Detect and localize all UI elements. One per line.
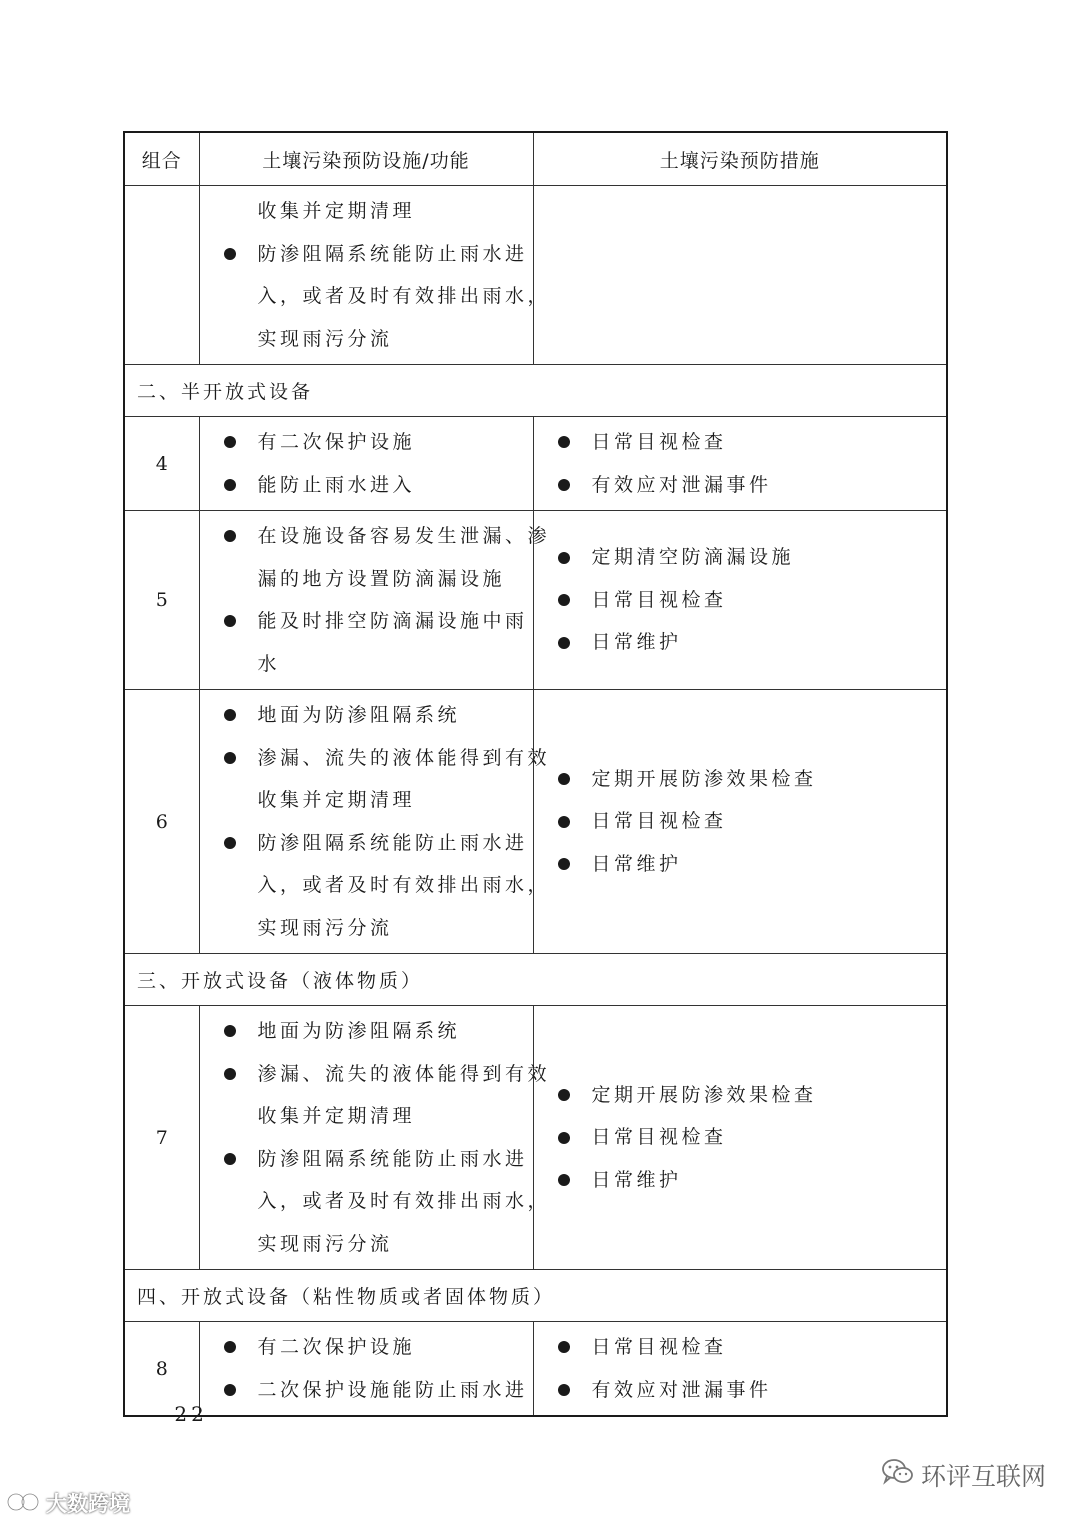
list-item-line xyxy=(546,536,937,579)
bullet-list xyxy=(534,1322,947,1415)
list-item-line xyxy=(546,1074,937,1117)
list-item-line xyxy=(546,1116,937,1159)
list-item-line xyxy=(212,275,551,318)
bullet-icon xyxy=(558,816,570,828)
list-item-text: 有效应对泄漏事件 xyxy=(591,1378,772,1401)
bullet-icon xyxy=(558,594,570,606)
watermark-left xyxy=(6,1488,130,1518)
list-item-line xyxy=(212,1223,523,1266)
bullet-list xyxy=(200,1006,551,1269)
list-item-line xyxy=(212,233,528,276)
bullet-list xyxy=(534,532,947,668)
measures-cell xyxy=(533,1006,947,1270)
list-item-text: 水 xyxy=(257,652,281,675)
list-item-text: 实现雨污分流 xyxy=(257,916,393,939)
bullet-list xyxy=(200,511,551,689)
list-item-text: 日常目视检查 xyxy=(591,1126,727,1149)
bullet-list xyxy=(534,271,947,279)
list-item-line xyxy=(546,621,937,664)
list-item-line xyxy=(212,864,551,907)
list-item-text: 二次保护设施能防止雨水进 xyxy=(257,1378,528,1401)
list-item-text: 实现雨污分流 xyxy=(257,1232,393,1255)
bullet-icon xyxy=(224,752,236,764)
header-group: 组合 xyxy=(124,132,199,186)
measures-cell xyxy=(533,1322,947,1417)
list-item-line xyxy=(212,600,528,643)
header-measures: 土壤污染预防措施 xyxy=(533,132,947,186)
list-item-text: 日常目视检查 xyxy=(591,431,727,453)
table-row xyxy=(124,1006,947,1270)
bullet-icon xyxy=(224,1341,236,1353)
list-item-line xyxy=(212,318,523,361)
list-item-text: 有二次保护设施 xyxy=(257,431,416,453)
section-row xyxy=(124,954,947,1006)
bullet-icon xyxy=(558,1089,570,1101)
list-item-line xyxy=(546,464,937,507)
list-item-text: 在设施设备容易发生泄漏、渗 xyxy=(257,525,551,547)
section-title: 四、开放式设备（粘性物质或者固体物质） xyxy=(124,1270,947,1322)
group-number: 4 xyxy=(124,417,199,511)
page-number: — 22 — xyxy=(140,1402,243,1426)
group-cell-empty xyxy=(124,186,199,365)
facilities-cell xyxy=(199,511,551,690)
list-item-line xyxy=(546,421,937,464)
bullet-list xyxy=(534,754,947,890)
bullet-icon xyxy=(224,1384,236,1396)
list-item-line xyxy=(546,1159,937,1202)
list-item-line xyxy=(212,1010,523,1053)
list-item-text: 定期开展防渗效果检查 xyxy=(591,1083,817,1106)
list-item-line xyxy=(546,758,937,801)
bullet-icon xyxy=(558,1174,570,1186)
bullet-icon xyxy=(558,436,570,448)
bullet-icon xyxy=(558,773,570,785)
bullet-icon xyxy=(224,1153,236,1165)
bullet-icon xyxy=(224,1068,236,1080)
table-header-row xyxy=(124,132,947,186)
section-title: 三、开放式设备（液体物质） xyxy=(124,954,947,1006)
bullet-icon xyxy=(224,1025,236,1037)
list-item-text: 渗漏、流失的液体能得到有效 xyxy=(257,1062,551,1085)
list-item-line xyxy=(212,464,523,507)
bullet-icon xyxy=(558,1384,570,1396)
measures-cell xyxy=(533,186,947,365)
list-item-text: 能及时排空防滴漏设施中雨 xyxy=(257,610,528,632)
header-facilities: 土壤污染预防设施/功能 xyxy=(199,132,533,186)
list-item-text: 日常目视检查 xyxy=(591,588,727,611)
list-item-line xyxy=(546,1369,937,1412)
list-item-text: 日常目视检查 xyxy=(591,810,727,833)
list-item-text: 能防止雨水进入 xyxy=(257,473,416,496)
bullet-icon xyxy=(558,1341,570,1353)
section-row xyxy=(124,1270,947,1322)
list-item-text: 收集并定期清理 xyxy=(257,789,416,811)
list-item-text: 日常维护 xyxy=(591,852,682,875)
bullet-icon xyxy=(224,709,236,721)
list-item-line xyxy=(212,822,528,865)
list-item-line xyxy=(212,643,523,686)
table-row xyxy=(124,186,947,365)
table-row xyxy=(124,1322,947,1417)
bullet-icon xyxy=(558,479,570,491)
list-item-line xyxy=(546,843,937,886)
table-row xyxy=(124,690,947,954)
list-item-text: 地面为防渗阻隔系统 xyxy=(257,1020,461,1042)
soil-pollution-table xyxy=(123,131,948,1417)
list-item-line xyxy=(546,579,937,622)
list-item-text: 防渗阻隔系统能防止雨水进 xyxy=(257,242,528,265)
list-item-line xyxy=(212,1369,528,1412)
bullet-icon xyxy=(224,479,236,491)
bullet-list xyxy=(200,186,551,364)
group-number: 5 xyxy=(124,511,199,690)
list-item-line xyxy=(212,515,551,558)
group-number: 8 xyxy=(124,1322,199,1417)
list-item-text: 入，或者及时有效排出雨水， xyxy=(257,285,551,307)
bullet-icon xyxy=(224,436,236,448)
group-number: 6 xyxy=(124,690,199,954)
list-item-line xyxy=(212,907,523,950)
list-item-text: 实现雨污分流 xyxy=(257,327,393,350)
facilities-cell xyxy=(199,690,551,954)
bullet-icon xyxy=(224,837,236,849)
list-item-line xyxy=(212,1138,528,1181)
watermark-right-text: 环评互联网 xyxy=(920,1462,1046,1491)
bullet-icon xyxy=(224,615,236,627)
table-row xyxy=(124,417,947,511)
section-title: 二、半开放式设备 xyxy=(124,365,947,417)
table-row xyxy=(124,511,947,690)
facilities-cell xyxy=(199,186,551,365)
list-item-text: 渗漏、流失的液体能得到有效 xyxy=(257,746,551,769)
watermark-right xyxy=(881,1457,1046,1493)
measures-cell xyxy=(533,511,947,690)
list-item-line xyxy=(212,737,551,780)
facilities-cell xyxy=(199,1006,551,1270)
section-row xyxy=(124,365,947,417)
list-item-text: 日常目视检查 xyxy=(591,1336,727,1358)
bullet-icon xyxy=(558,637,570,649)
facilities-cell xyxy=(199,1322,533,1417)
measures-cell xyxy=(533,690,947,954)
list-item-line xyxy=(546,1326,937,1369)
bullet-list xyxy=(534,1070,947,1206)
list-item-line xyxy=(546,800,937,843)
watermark-left-text: 大数跨境 xyxy=(46,1492,130,1516)
bullet-list xyxy=(200,690,551,953)
list-item-line xyxy=(212,421,523,464)
list-item-text: 日常维护 xyxy=(591,1168,682,1191)
bullet-list xyxy=(534,417,947,510)
list-item-text: 收集并定期清理 xyxy=(257,1105,416,1127)
list-item-line xyxy=(212,558,523,601)
bullet-list xyxy=(200,1322,533,1415)
bullet-icon xyxy=(224,248,236,260)
list-item-text: 防渗阻隔系统能防止雨水进 xyxy=(257,1147,528,1170)
list-item-line xyxy=(212,1053,551,1096)
list-item-text: 漏的地方设置防滴漏设施 xyxy=(257,567,506,590)
bullet-icon xyxy=(224,530,236,542)
list-item-text: 收集并定期清理 xyxy=(257,200,416,222)
list-item-text: 地面为防渗阻隔系统 xyxy=(257,704,461,726)
facilities-cell xyxy=(199,417,533,511)
group-number: 7 xyxy=(124,1006,199,1270)
list-item-text: 有效应对泄漏事件 xyxy=(591,473,772,496)
list-item-text: 入，或者及时有效排出雨水， xyxy=(257,874,551,896)
bullet-icon xyxy=(558,552,570,564)
list-item-text: 入，或者及时有效排出雨水， xyxy=(257,1190,551,1212)
list-item-text: 日常维护 xyxy=(591,631,682,654)
measures-cell xyxy=(533,417,947,511)
list-item-text: 定期开展防渗效果检查 xyxy=(591,767,817,790)
list-item-line xyxy=(212,1180,551,1223)
list-item-text: 防渗阻隔系统能防止雨水进 xyxy=(257,831,528,854)
wechat-icon xyxy=(881,1457,921,1493)
list-item-line xyxy=(212,779,523,822)
list-item-line xyxy=(212,1095,523,1138)
list-item-line xyxy=(212,190,523,233)
list-item-line xyxy=(212,694,523,737)
list-item-text: 定期清空防滴漏设施 xyxy=(591,546,795,569)
camera-logo-icon xyxy=(6,1489,46,1518)
list-item-line xyxy=(212,1326,523,1369)
bullet-list xyxy=(200,417,533,510)
bullet-icon xyxy=(558,858,570,870)
list-item-text: 有二次保护设施 xyxy=(257,1336,416,1358)
bullet-icon xyxy=(558,1132,570,1144)
